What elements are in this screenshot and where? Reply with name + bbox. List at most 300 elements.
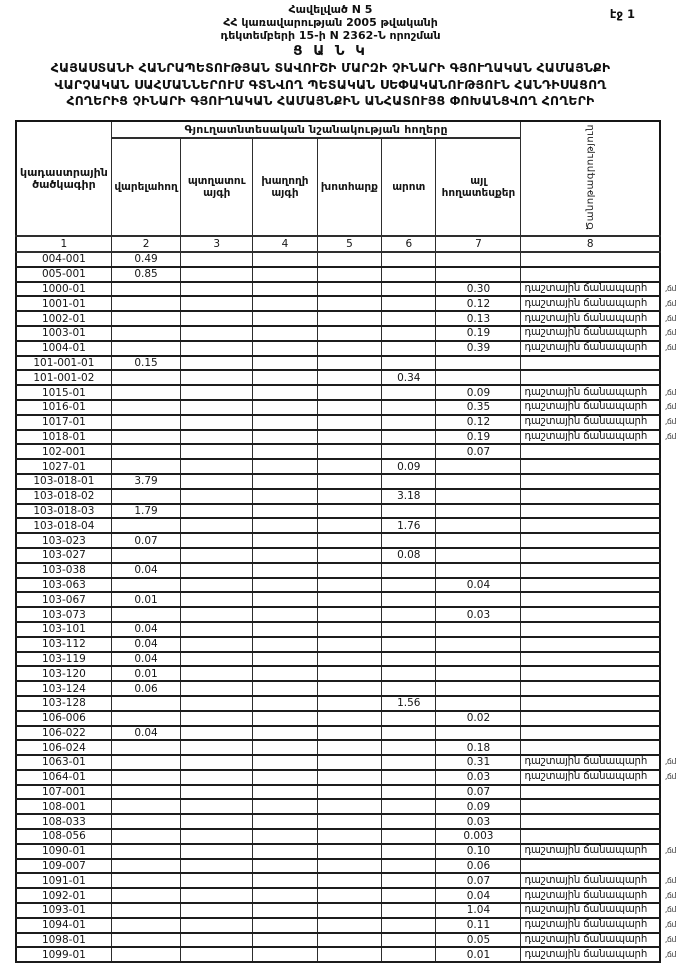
table-row [16, 400, 660, 415]
margin-artifact: ,ճմ [664, 387, 676, 397]
column-number: 1 [16, 236, 111, 252]
note-cell: դաշտային ճանապարհ ,ճմ [521, 296, 660, 311]
arable-cell [111, 785, 181, 800]
other-lands-cell [436, 474, 521, 489]
rotated-note-label: Ծանոթագրություն [584, 123, 596, 231]
pasture-cell [382, 770, 436, 785]
other-lands-cell: 0.03 [436, 607, 521, 622]
pasture-cell [382, 681, 436, 696]
pasture-cell [382, 933, 436, 948]
cadastral-code-cell: 1092-01 [16, 888, 111, 903]
table-row [16, 696, 660, 711]
orchard-cell [181, 711, 253, 726]
pasture-cell [382, 296, 436, 311]
table-row [16, 518, 660, 533]
cadastral-code-cell: 005-001 [16, 267, 111, 282]
orchard-cell [181, 814, 253, 829]
hayfield-cell [317, 430, 381, 445]
table-row [16, 859, 660, 874]
pasture-cell [382, 666, 436, 681]
hayfield-cell [317, 888, 381, 903]
pasture-cell: 1.56 [382, 696, 436, 711]
orchard-cell [181, 341, 253, 356]
note-cell [521, 444, 660, 459]
table-row [16, 726, 660, 741]
vineyard-cell [253, 681, 318, 696]
note-cell [521, 252, 660, 267]
hayfield-cell [317, 873, 381, 888]
vineyard-cell [253, 903, 318, 918]
vineyard-cell [253, 385, 318, 400]
note-cell: դաշտային ճանապարհ ,ճմ [521, 888, 660, 903]
table-row [16, 888, 660, 903]
arable-cell [111, 459, 181, 474]
note-cell [521, 622, 660, 637]
vineyard-cell [253, 637, 318, 652]
arable-cell: 0.85 [111, 267, 181, 282]
table-row [16, 533, 660, 548]
note-cell [521, 518, 660, 533]
arable-cell [111, 918, 181, 933]
cadastral-code-cell: 103-067 [16, 592, 111, 607]
vineyard-cell [253, 770, 318, 785]
orchard-cell [181, 518, 253, 533]
table-row [16, 267, 660, 282]
other-lands-cell: 0.09 [436, 799, 521, 814]
vineyard-cell [253, 592, 318, 607]
vineyard-cell [253, 799, 318, 814]
vineyard-cell [253, 533, 318, 548]
note-cell: դաշտային ճանապարհ ,ճմ [521, 282, 660, 297]
margin-artifact: ,ճմ [664, 846, 676, 856]
margin-artifact: ,ճմ [664, 328, 676, 338]
other-lands-cell: 0.09 [436, 385, 521, 400]
cadastral-code-cell: 106-024 [16, 740, 111, 755]
arable-cell: 0.01 [111, 592, 181, 607]
vineyard-cell [253, 844, 318, 859]
hayfield-cell [317, 933, 381, 948]
orchard-cell [181, 282, 253, 297]
column-header-other-lands: այլ հողատեսքեր [436, 138, 521, 236]
appendix-line: դեկտեմբերի 15-ի N 2362-Ն որոշման [220, 29, 441, 42]
note-cell: դաշտային ճանապարհ ,ճմ [521, 844, 660, 859]
table-row [16, 933, 660, 948]
margin-artifact: ,ճմ [664, 757, 676, 767]
pasture-cell [382, 474, 436, 489]
table-row [16, 947, 660, 962]
vineyard-cell [253, 474, 318, 489]
other-lands-cell: 0.19 [436, 326, 521, 341]
other-lands-cell [436, 637, 521, 652]
margin-artifact: ,ճմ [664, 313, 676, 323]
table-row [16, 370, 660, 385]
cadastral-code-cell: 103-018-02 [16, 489, 111, 504]
other-lands-cell [436, 696, 521, 711]
hayfield-cell [317, 415, 381, 430]
cadastral-code-cell: 103-112 [16, 637, 111, 652]
column-number: 3 [181, 236, 253, 252]
arable-cell [111, 400, 181, 415]
cadastral-code-cell: 103-018-03 [16, 504, 111, 519]
table-row [16, 785, 660, 800]
table-row [16, 415, 660, 430]
pasture-cell [382, 947, 436, 962]
other-lands-cell [436, 356, 521, 371]
table-row [16, 430, 660, 445]
orchard-cell [181, 459, 253, 474]
note-cell [521, 740, 660, 755]
other-lands-cell: 0.01 [436, 947, 521, 962]
hayfield-cell [317, 770, 381, 785]
note-cell [521, 711, 660, 726]
orchard-cell [181, 947, 253, 962]
orchard-cell [181, 859, 253, 874]
pasture-cell [382, 533, 436, 548]
vineyard-cell [253, 356, 318, 371]
hayfield-cell [317, 400, 381, 415]
hayfield-cell [317, 326, 381, 341]
column-header-arable: վարելահող [111, 138, 181, 236]
vineyard-cell [253, 829, 318, 844]
cadastral-code-cell: 1018-01 [16, 430, 111, 445]
hayfield-cell [317, 814, 381, 829]
table-row [16, 341, 660, 356]
orchard-cell [181, 430, 253, 445]
table-row [16, 637, 660, 652]
note-cell [521, 592, 660, 607]
orchard-cell [181, 829, 253, 844]
page-number-label: էջ 1 [609, 7, 635, 21]
other-lands-cell: 0.35 [436, 400, 521, 415]
cadastral-code-cell: 108-033 [16, 814, 111, 829]
orchard-cell [181, 592, 253, 607]
other-lands-cell: 0.11 [436, 918, 521, 933]
table-row [16, 903, 660, 918]
orchard-cell [181, 873, 253, 888]
pasture-cell [382, 444, 436, 459]
note-cell [521, 504, 660, 519]
vineyard-cell [253, 311, 318, 326]
cadastral-code-cell: 1002-01 [16, 311, 111, 326]
hayfield-cell [317, 918, 381, 933]
arable-cell [111, 489, 181, 504]
orchard-cell [181, 578, 253, 593]
note-cell: դաշտային ճանապարհ ,ճմ [521, 311, 660, 326]
hayfield-cell [317, 356, 381, 371]
cadastral-code-cell: 1015-01 [16, 385, 111, 400]
table-row [16, 444, 660, 459]
cadastral-code-cell: 108-001 [16, 799, 111, 814]
pasture-cell [382, 341, 436, 356]
cadastral-code-cell: 103-027 [16, 548, 111, 563]
cadastral-code-cell: 108-056 [16, 829, 111, 844]
other-lands-cell [436, 459, 521, 474]
orchard-cell [181, 267, 253, 282]
note-cell: դաշտային ճանապարհ ,ճմ [521, 918, 660, 933]
pasture-cell [382, 578, 436, 593]
note-cell [521, 814, 660, 829]
other-lands-cell: 0.18 [436, 740, 521, 755]
pasture-cell [382, 311, 436, 326]
pasture-cell [382, 252, 436, 267]
hayfield-cell [317, 829, 381, 844]
hayfield-cell [317, 548, 381, 563]
other-lands-cell [436, 489, 521, 504]
cadastral-code-cell: 101-001-01 [16, 356, 111, 371]
note-cell [521, 489, 660, 504]
vineyard-cell [253, 888, 318, 903]
margin-artifact: ,ճմ [664, 772, 676, 782]
orchard-cell [181, 918, 253, 933]
note-cell: դաշտային ճանապարհ ,ճմ [521, 341, 660, 356]
arable-cell [111, 444, 181, 459]
vineyard-cell [253, 489, 318, 504]
note-cell [521, 799, 660, 814]
hayfield-cell [317, 341, 381, 356]
vineyard-cell [253, 282, 318, 297]
hayfield-cell [317, 444, 381, 459]
margin-artifact: ,ճմ [664, 283, 676, 293]
cadastral-code-cell: 1003-01 [16, 326, 111, 341]
column-number: 2 [111, 236, 181, 252]
note-cell [521, 370, 660, 385]
hayfield-cell [317, 474, 381, 489]
table-body [16, 252, 676, 962]
pasture-cell [382, 888, 436, 903]
other-lands-cell: 0.12 [436, 296, 521, 311]
note-cell [521, 578, 660, 593]
cadastral-code-cell: 103-119 [16, 652, 111, 667]
hayfield-cell [317, 370, 381, 385]
other-lands-cell: 0.07 [436, 873, 521, 888]
other-lands-cell [436, 681, 521, 696]
table-row [16, 814, 660, 829]
arable-cell [111, 859, 181, 874]
hayfield-cell [317, 282, 381, 297]
pasture-cell [382, 652, 436, 667]
hayfield-cell [317, 799, 381, 814]
subtitle-line: ՀՈՂԵՐԻՑ ՉԻՆԱՐԻ ԳՅՈՒՂԱԿԱՆ ՀԱՄԱՅՆՔԻՆ ԱՆՀԱՏՈՒՅՑ ՓՈԽԱՆՑՎՈՂ ՀՈՂԵՐԻ [66, 93, 595, 108]
table-row [16, 799, 660, 814]
other-lands-cell: 0.02 [436, 711, 521, 726]
hayfield-cell [317, 844, 381, 859]
arable-cell [111, 415, 181, 430]
vineyard-cell [253, 400, 318, 415]
vineyard-cell [253, 578, 318, 593]
vineyard-cell [253, 666, 318, 681]
note-cell: դաշտային ճանապարհ ,ճմ [521, 933, 660, 948]
pasture-cell [382, 829, 436, 844]
note-cell [521, 637, 660, 652]
table-row [16, 489, 660, 504]
arable-cell: 1.79 [111, 504, 181, 519]
margin-artifact: ,ճմ [664, 949, 676, 959]
orchard-cell [181, 696, 253, 711]
table-row [16, 548, 660, 563]
table-row [16, 356, 660, 371]
pasture-cell [382, 726, 436, 741]
orchard-cell [181, 356, 253, 371]
column-header-hayfield: խոտհարք [317, 138, 381, 236]
pasture-cell [382, 755, 436, 770]
vineyard-cell [253, 859, 318, 874]
orchard-cell [181, 252, 253, 267]
orchard-cell [181, 755, 253, 770]
document-subtitle [0, 60, 661, 110]
hayfield-cell [317, 385, 381, 400]
vineyard-cell [253, 267, 318, 282]
hayfield-cell [317, 489, 381, 504]
table-row [16, 770, 660, 785]
pasture-cell [382, 859, 436, 874]
cadastral-code-cell: 103-023 [16, 533, 111, 548]
cadastral-code-cell: 1094-01 [16, 918, 111, 933]
other-lands-cell: 0.003 [436, 829, 521, 844]
pasture-cell [382, 504, 436, 519]
orchard-cell [181, 563, 253, 578]
vineyard-cell [253, 370, 318, 385]
cadastral-code-cell: 1098-01 [16, 933, 111, 948]
note-cell: դաշտային ճանապարհ ,ճմ [521, 770, 660, 785]
pasture-cell: 0.34 [382, 370, 436, 385]
table-row [16, 504, 660, 519]
vineyard-cell [253, 326, 318, 341]
cadastral-code-cell: 1099-01 [16, 947, 111, 962]
vineyard-cell [253, 740, 318, 755]
margin-artifact: ,ճմ [664, 890, 676, 900]
pasture-cell [382, 563, 436, 578]
hayfield-cell [317, 726, 381, 741]
note-cell [521, 829, 660, 844]
other-lands-cell: 1.04 [436, 903, 521, 918]
land-parcels-table [15, 120, 676, 963]
cadastral-code-cell: 106-022 [16, 726, 111, 741]
arable-cell [111, 888, 181, 903]
other-lands-cell: 0.03 [436, 814, 521, 829]
arable-cell [111, 578, 181, 593]
arable-cell [111, 370, 181, 385]
vineyard-cell [253, 459, 318, 474]
orchard-cell [181, 444, 253, 459]
other-lands-cell: 0.12 [436, 415, 521, 430]
cadastral-code-cell: 1090-01 [16, 844, 111, 859]
arable-cell [111, 296, 181, 311]
table-row [16, 829, 660, 844]
arable-cell: 0.04 [111, 726, 181, 741]
orchard-cell [181, 799, 253, 814]
column-group-header-agricultural-lands: Գյուղատնտեսական նշանակության հողերը [111, 121, 521, 138]
arable-cell [111, 341, 181, 356]
table-row [16, 592, 660, 607]
other-lands-cell: 0.07 [436, 444, 521, 459]
arable-cell: 0.15 [111, 356, 181, 371]
other-lands-cell: 0.05 [436, 933, 521, 948]
orchard-cell [181, 903, 253, 918]
pasture-cell [382, 637, 436, 652]
cadastral-code-cell: 102-001 [16, 444, 111, 459]
pasture-cell [382, 592, 436, 607]
orchard-cell [181, 726, 253, 741]
vineyard-cell [253, 504, 318, 519]
column-number: 8 [521, 236, 660, 252]
orchard-cell [181, 652, 253, 667]
arable-cell: 0.04 [111, 622, 181, 637]
arable-cell: 0.04 [111, 637, 181, 652]
table-row [16, 252, 660, 267]
cadastral-code-cell: 004-001 [16, 252, 111, 267]
other-lands-cell [436, 252, 521, 267]
note-cell [521, 474, 660, 489]
arable-cell [111, 311, 181, 326]
pasture-cell [382, 400, 436, 415]
orchard-cell [181, 370, 253, 385]
appendix-line: ՀՀ կառավարության 2005 թվականի [223, 16, 438, 29]
column-number: 4 [253, 236, 318, 252]
table-row [16, 282, 660, 297]
other-lands-cell [436, 370, 521, 385]
note-cell [521, 267, 660, 282]
cadastral-code-cell: 103-063 [16, 578, 111, 593]
table-row [16, 607, 660, 622]
arable-cell [111, 740, 181, 755]
hayfield-cell [317, 504, 381, 519]
arable-cell [111, 385, 181, 400]
arable-cell [111, 933, 181, 948]
cadastral-code-cell: 103-018-01 [16, 474, 111, 489]
vineyard-cell [253, 252, 318, 267]
cadastral-code-cell: 103-018-04 [16, 518, 111, 533]
arable-cell [111, 947, 181, 962]
hayfield-cell [317, 607, 381, 622]
table-row [16, 385, 660, 400]
column-number: 6 [382, 236, 436, 252]
vineyard-cell [253, 918, 318, 933]
orchard-cell [181, 504, 253, 519]
vineyard-cell [253, 755, 318, 770]
hayfield-cell [317, 711, 381, 726]
note-cell [521, 459, 660, 474]
other-lands-cell [436, 726, 521, 741]
orchard-cell [181, 385, 253, 400]
hayfield-cell [317, 578, 381, 593]
arable-cell: 0.06 [111, 681, 181, 696]
hayfield-cell [317, 533, 381, 548]
other-lands-cell [436, 267, 521, 282]
pasture-cell [382, 356, 436, 371]
pasture-cell [382, 415, 436, 430]
hayfield-cell [317, 859, 381, 874]
note-cell [521, 785, 660, 800]
arable-cell: 0.04 [111, 652, 181, 667]
arable-cell [111, 829, 181, 844]
margin-artifact: ,ճմ [664, 431, 676, 441]
vineyard-cell [253, 607, 318, 622]
arable-cell [111, 844, 181, 859]
arable-cell [111, 755, 181, 770]
note-cell: դաշտային ճանապարհ ,ճմ [521, 385, 660, 400]
note-cell [521, 696, 660, 711]
vineyard-cell [253, 814, 318, 829]
cadastral-code-cell: 101-001-02 [16, 370, 111, 385]
margin-artifact: ,ճմ [664, 298, 676, 308]
arable-cell [111, 799, 181, 814]
vineyard-cell [253, 415, 318, 430]
table-row [16, 755, 660, 770]
arable-cell: 0.01 [111, 666, 181, 681]
note-cell [521, 666, 660, 681]
hayfield-cell [317, 740, 381, 755]
orchard-cell [181, 844, 253, 859]
